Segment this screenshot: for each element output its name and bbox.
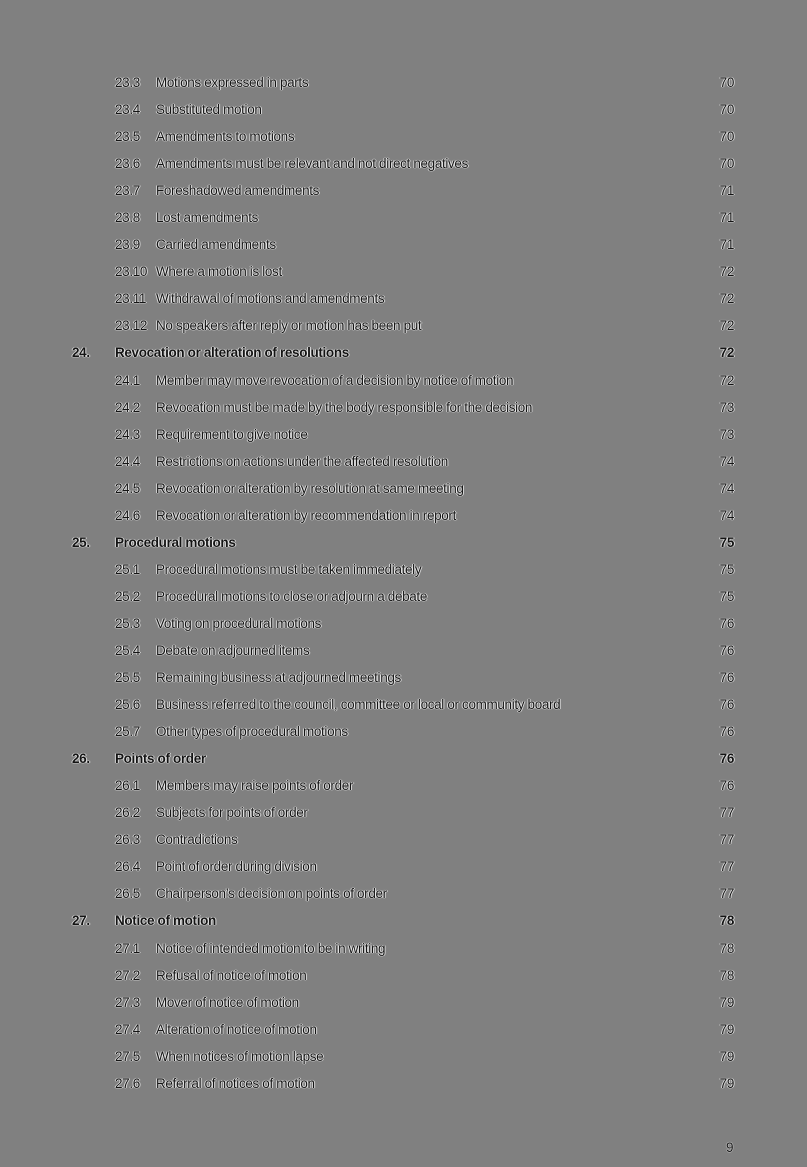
toc-entry-number: 24.4	[115, 453, 140, 469]
toc-entry-title[interactable]: Revocation or alteration of resolutions	[115, 345, 349, 361]
toc-entry-title[interactable]: Voting on procedural motions	[156, 615, 322, 631]
toc-entry-number: 24.5	[115, 480, 140, 496]
toc-entry-number: 26.2	[115, 805, 140, 821]
toc-entry-number: 23.4	[115, 102, 140, 118]
toc-section-entry[interactable]	[0, 907, 807, 934]
toc-entry-title[interactable]: Debate on adjourned items	[156, 642, 310, 658]
toc-entry-page[interactable]: 79	[719, 1021, 734, 1037]
toc-entry-title[interactable]: Referral of notices of motion	[156, 1075, 315, 1091]
toc-entry-page[interactable]: 74	[719, 507, 734, 523]
toc-entry-number: 25.3	[115, 615, 140, 631]
toc-entry-number: 26.4	[115, 859, 140, 875]
toc-entry-number: 27.5	[115, 1048, 140, 1064]
toc-entry-page[interactable]: 76	[719, 724, 734, 740]
toc-entry-page[interactable]: 70	[719, 129, 734, 145]
toc-subsection-entry[interactable]	[0, 96, 807, 123]
toc-entry-page[interactable]: 72	[719, 264, 734, 280]
toc-entry-title[interactable]: Notice of motion	[115, 913, 216, 929]
toc-entry-number: 27.6	[115, 1075, 140, 1091]
toc-entry-number: 23.11	[115, 291, 147, 307]
toc-entry-page[interactable]: 71	[719, 237, 734, 253]
toc-entry-page[interactable]: 76	[719, 642, 734, 658]
toc-entry-page[interactable]: 77	[719, 832, 734, 848]
toc-entry-page[interactable]: 72	[719, 345, 734, 361]
toc-entry-title[interactable]: Amendments must be relevant and not direct negatives	[156, 156, 468, 172]
toc-entry-page[interactable]: 75	[719, 534, 734, 550]
page-number: 9	[726, 1140, 734, 1155]
toc-subsection-entry[interactable]	[0, 826, 807, 853]
table-of-contents	[0, 69, 807, 1097]
toc-entry-number: 23.7	[115, 183, 140, 199]
toc-entry-number: 25.1	[115, 561, 140, 577]
toc-subsection-entry[interactable]	[0, 1016, 807, 1043]
toc-entry-number: 25.5	[115, 670, 140, 686]
toc-entry-title[interactable]: Procedural motions	[115, 534, 236, 550]
toc-entry-title[interactable]: Contradictions	[156, 832, 238, 848]
toc-entry-number: 23.5	[115, 129, 140, 145]
toc-entry-title[interactable]: Where a motion is lost	[156, 264, 282, 280]
toc-entry-page[interactable]: 75	[719, 561, 734, 577]
toc-subsection-entry[interactable]	[0, 123, 807, 150]
toc-entry-title[interactable]: Withdrawal of motions and amendments	[156, 291, 385, 307]
toc-subsection-entry[interactable]	[0, 475, 807, 502]
toc-subsection-entry[interactable]	[0, 853, 807, 880]
toc-entry-title[interactable]: When notices of motion lapse	[156, 1048, 324, 1064]
toc-entry-number: 27.4	[115, 1021, 140, 1037]
toc-entry-title[interactable]: Mover of notice of motion	[156, 994, 299, 1010]
toc-subsection-entry[interactable]	[0, 231, 807, 258]
toc-entry-page[interactable]: 76	[719, 751, 734, 767]
toc-entry-number: 26.5	[115, 886, 140, 902]
toc-entry-title[interactable]: Other types of procedural motions	[156, 724, 348, 740]
toc-entry-number: 23.9	[115, 237, 140, 253]
toc-subsection-entry[interactable]	[0, 799, 807, 826]
toc-section-entry[interactable]	[0, 745, 807, 772]
toc-entry-title[interactable]: Motions expressed in parts	[156, 75, 309, 90]
toc-entry-number: 25.6	[115, 697, 140, 713]
toc-subsection-entry[interactable]	[0, 448, 807, 475]
toc-entry-title[interactable]: Point of order during division	[156, 859, 317, 875]
toc-subsection-entry[interactable]	[0, 664, 807, 691]
toc-entry-page[interactable]: 74	[719, 453, 734, 469]
toc-entry-title[interactable]: Carried amendments	[156, 237, 276, 253]
toc-entry-number: 25.7	[115, 724, 140, 740]
toc-subsection-entry[interactable]	[0, 772, 807, 799]
toc-subsection-entry[interactable]	[0, 962, 807, 989]
toc-entry-page[interactable]: 79	[719, 1048, 734, 1064]
toc-entry-title[interactable]: Amendments to motions	[156, 129, 295, 145]
toc-entry-title[interactable]: Member may move revocation of a decision by notice of motion	[156, 372, 514, 388]
toc-entry-title[interactable]: Substituted motion	[156, 102, 262, 118]
toc-entry-page[interactable]: 79	[719, 1075, 734, 1091]
toc-subsection-entry[interactable]	[0, 421, 807, 448]
toc-entry-number: 23.3	[115, 75, 140, 90]
toc-subsection-entry[interactable]	[0, 394, 807, 421]
toc-entry-page[interactable]: 76	[719, 697, 734, 713]
toc-entry-page[interactable]: 71	[719, 183, 734, 199]
toc-entry-number: 25.4	[115, 642, 140, 658]
toc-entry-title[interactable]: Revocation or alteration by resolution at same meeting	[156, 480, 464, 496]
toc-subsection-entry[interactable]	[0, 989, 807, 1016]
toc-entry-number: 25.2	[115, 588, 140, 604]
toc-subsection-entry[interactable]	[0, 367, 807, 394]
toc-subsection-entry[interactable]	[0, 1043, 807, 1070]
toc-entry-number: 24.3	[115, 426, 140, 442]
toc-entry-title[interactable]: Restrictions on actions under the affected resolution	[156, 453, 448, 469]
toc-entry-number: 23.6	[115, 156, 140, 172]
toc-subsection-entry[interactable]	[0, 718, 807, 745]
toc-entry-number: 26.	[72, 751, 90, 767]
toc-entry-title[interactable]: Revocation or alteration by recommendation in report	[156, 507, 456, 523]
toc-entry-page[interactable]: 73	[719, 426, 734, 442]
toc-entry-number: 24.1	[115, 372, 140, 388]
toc-entry-number: 27.2	[115, 967, 140, 983]
toc-subsection-entry[interactable]	[0, 935, 807, 962]
toc-subsection-entry[interactable]	[0, 258, 807, 285]
toc-entry-page[interactable]: 76	[719, 778, 734, 794]
toc-entry-page[interactable]: 76	[719, 670, 734, 686]
toc-entry-page[interactable]: 74	[719, 480, 734, 496]
toc-subsection-entry[interactable]	[0, 583, 807, 610]
toc-entry-page[interactable]: 78	[719, 940, 734, 956]
toc-entry-number: 27.1	[115, 940, 140, 956]
toc-subsection-entry[interactable]	[0, 312, 807, 339]
toc-entry-number: 27.3	[115, 994, 140, 1010]
toc-entry-page[interactable]: 77	[719, 859, 734, 875]
toc-entry-number: 24.6	[115, 507, 140, 523]
toc-entry-title[interactable]: Points of order	[115, 751, 206, 767]
toc-entry-page[interactable]: 73	[719, 399, 734, 415]
toc-section-entry[interactable]	[0, 339, 807, 366]
toc-entry-page[interactable]: 70	[719, 102, 734, 118]
toc-entry-title[interactable]: Lost amendments	[156, 210, 259, 226]
toc-entry-page[interactable]: 71	[719, 210, 734, 226]
toc-subsection-entry[interactable]	[0, 177, 807, 204]
toc-entry-title[interactable]: Refusal of notice of motion	[156, 967, 307, 983]
toc-subsection-entry[interactable]	[0, 556, 807, 583]
toc-subsection-entry[interactable]	[0, 610, 807, 637]
toc-entry-number: 23.12	[115, 318, 148, 334]
toc-entry-number: 23.10	[115, 264, 148, 280]
toc-subsection-entry[interactable]	[0, 637, 807, 664]
toc-entry-page[interactable]: 77	[719, 886, 734, 902]
toc-entry-title[interactable]: Revocation must be made by the body responsible for the decision	[156, 399, 533, 415]
toc-entry-title[interactable]: Members may raise points of order	[156, 778, 354, 794]
toc-entry-title[interactable]: No speakers after reply or motion has been put	[156, 318, 422, 334]
toc-entry-title[interactable]: Business referred to the council, committee or local or community board	[156, 697, 561, 713]
toc-entry-page[interactable]: 72	[719, 291, 734, 307]
toc-subsection-entry[interactable]	[0, 880, 807, 907]
toc-entry-page[interactable]: 79	[719, 994, 734, 1010]
toc-entry-title[interactable]: Requirement to give notice	[156, 426, 308, 442]
toc-entry-title[interactable]: Procedural motions must be taken immediately	[156, 561, 422, 577]
toc-subsection-entry[interactable]	[0, 502, 807, 529]
toc-entry-page[interactable]: 70	[719, 156, 734, 172]
toc-entry-page[interactable]: 70	[719, 75, 734, 90]
toc-subsection-entry[interactable]	[0, 1070, 807, 1097]
toc-entry-page[interactable]: 78	[719, 967, 734, 983]
toc-entry-number: 27.	[72, 913, 90, 929]
toc-entry-page[interactable]: 76	[719, 615, 734, 631]
toc-entry-page[interactable]: 72	[719, 318, 734, 334]
toc-subsection-entry[interactable]	[0, 204, 807, 231]
toc-entry-title[interactable]: Subjects for points of order	[156, 805, 308, 821]
toc-entry-number: 24.2	[115, 399, 140, 415]
toc-section-entry[interactable]	[0, 529, 807, 556]
toc-entry-title[interactable]: Remaining business at adjourned meetings	[156, 670, 401, 686]
toc-subsection-entry[interactable]	[0, 69, 807, 96]
toc-entry-title[interactable]: Procedural motions to close or adjourn a debate	[156, 588, 427, 604]
toc-entry-page[interactable]: 72	[719, 372, 734, 388]
toc-entry-title[interactable]: Foreshadowed amendments	[156, 183, 320, 199]
toc-subsection-entry[interactable]	[0, 691, 807, 718]
toc-entry-number: 23.8	[115, 210, 140, 226]
toc-entry-number: 26.1	[115, 778, 140, 794]
toc-entry-title[interactable]: Chairperson’s decision on points of order	[156, 886, 387, 902]
toc-entry-number: 26.3	[115, 832, 140, 848]
toc-entry-number: 25.	[72, 534, 90, 550]
toc-entry-number: 24.	[72, 345, 90, 361]
toc-subsection-entry[interactable]	[0, 285, 807, 312]
toc-entry-page[interactable]: 75	[719, 588, 734, 604]
toc-entry-title[interactable]: Notice of intended motion to be in writing	[156, 940, 386, 956]
toc-subsection-entry[interactable]	[0, 150, 807, 177]
toc-entry-page[interactable]: 78	[719, 913, 734, 929]
toc-entry-title[interactable]: Alteration of notice of motion	[156, 1021, 317, 1037]
toc-entry-page[interactable]: 77	[719, 805, 734, 821]
